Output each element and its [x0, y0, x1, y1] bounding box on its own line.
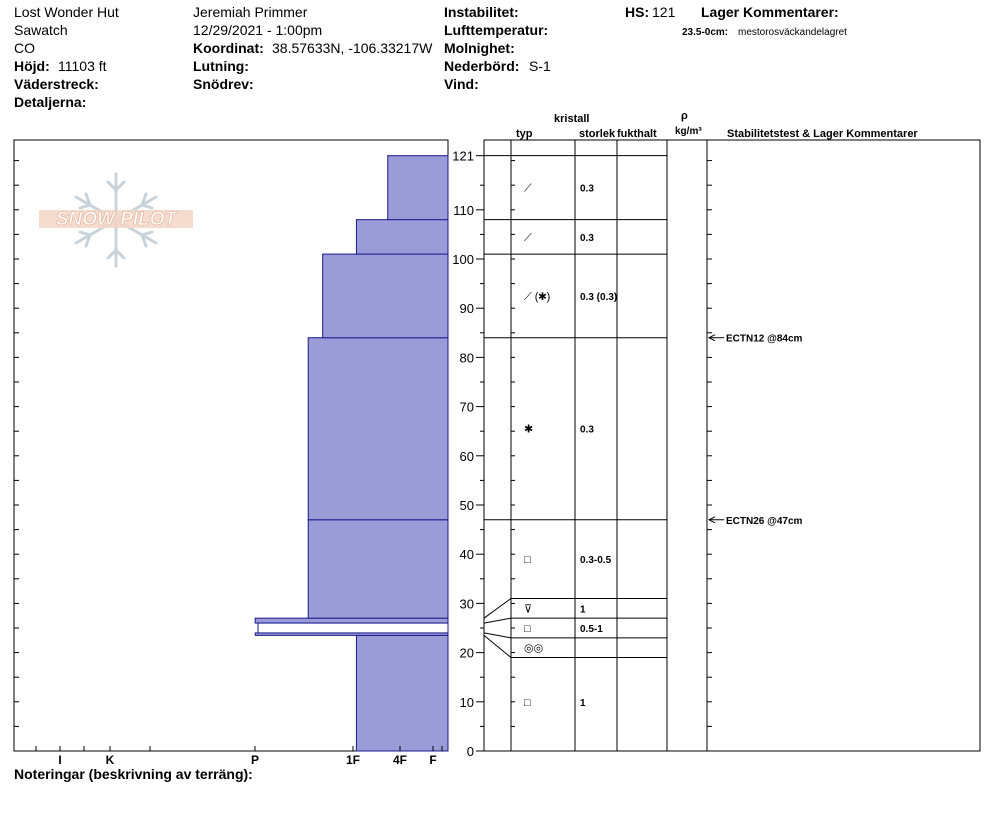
- column-type: typ: [516, 128, 533, 140]
- air-temp-label: Lufttemperatur:: [444, 22, 549, 38]
- elevation-label: Höjd:: [14, 58, 50, 74]
- depth-axis-label: 30: [459, 596, 474, 612]
- layer-table-frame: [484, 140, 980, 751]
- layer-connector-line: [484, 633, 511, 638]
- depth-axis-label: 40: [459, 547, 474, 563]
- hardness-axis-label: F: [429, 753, 437, 767]
- hardness-layer-5: [308, 338, 448, 520]
- depth-axis-label: 60: [459, 448, 474, 464]
- column-rho: ρ: [681, 110, 688, 122]
- grain-type-symbol: ◎◎: [524, 642, 544, 655]
- hardness-layer-6: [323, 254, 448, 338]
- grain-type-symbol: □: [524, 623, 531, 635]
- observation-datetime: 12/29/2021 - 1:00pm: [193, 22, 323, 38]
- logo-text: SNOW PILOT: [55, 209, 177, 230]
- hardness-axis-label: I: [58, 753, 62, 767]
- layer-connector-line: [484, 598, 511, 618]
- grain-size-label: 0.5-1: [580, 624, 603, 635]
- stability-test-label: ECTN12 @84cm: [726, 333, 803, 345]
- wind-label: Vind:: [444, 76, 479, 92]
- coordinate-label: Koordinat:: [193, 40, 264, 56]
- grain-size-label: 0.3 (0.3): [580, 291, 618, 303]
- grain-type-symbol: ✱: [524, 423, 534, 436]
- hardness-layer-0: [356, 635, 448, 751]
- hs-label: HS:: [625, 4, 650, 20]
- grain-size-label: 1: [580, 604, 586, 616]
- hs-value: 121: [652, 4, 676, 20]
- grain-type-symbol: ⟋: [524, 182, 532, 195]
- hardness-layer-7: [356, 220, 448, 254]
- grain-type-symbol: □: [524, 696, 531, 709]
- precip-value: S-1: [529, 58, 551, 74]
- details-label: Detaljerna:: [14, 94, 87, 110]
- depth-axis-label: 90: [459, 301, 474, 317]
- depth-axis-label: 10: [459, 694, 474, 710]
- depth-axis-label: 100: [452, 252, 474, 267]
- grain-size-label: 0.3: [580, 232, 594, 244]
- aspect-label: Väderstreck:: [14, 76, 99, 92]
- grain-type-symbol: ⟋ (✱): [524, 290, 551, 303]
- column-stability: Stabilitetstest & Lager Kommentarer: [727, 128, 918, 140]
- grain-size-label: 0.3: [580, 424, 594, 436]
- stability-test-label: ECTN26 @47cm: [726, 515, 803, 527]
- depth-axis-label: 50: [459, 498, 474, 513]
- elevation-value: 11103 ft: [58, 58, 107, 74]
- layer-connector-line: [484, 635, 511, 657]
- hardness-axis-label: 4F: [392, 753, 408, 767]
- hardness-axis-label: K: [105, 753, 115, 767]
- layer-comment-range: 23.5-0cm:: [682, 27, 729, 38]
- column-moisture: fukthalt: [617, 128, 657, 140]
- grain-type-symbol: ⊽: [524, 603, 533, 616]
- hardness-layer-3: [255, 618, 448, 623]
- depth-axis-label: 121: [452, 148, 474, 164]
- drift-label: Snödrev:: [193, 76, 254, 92]
- cloud-label: Molnighet:: [444, 40, 515, 56]
- layer-connector-line: [484, 618, 511, 623]
- hardness-axis-label: P: [250, 753, 260, 767]
- hardness-axis-label: 1F: [345, 753, 361, 767]
- instability-label: Instabilitet:: [444, 4, 519, 20]
- layer-comments-label: Lager Kommentarer:: [701, 4, 839, 20]
- state-name: CO: [14, 40, 35, 56]
- range-name: Sawatch: [14, 22, 68, 38]
- footer-notes-label: Noteringar (beskrivning av terräng):: [14, 766, 253, 782]
- grain-type-symbol: ⟋: [524, 231, 532, 244]
- grain-size-label: 0.3-0.5: [580, 555, 612, 567]
- layer-comment-text: mestorosväckandelagret: [738, 27, 847, 38]
- depth-axis-label: 110: [453, 202, 474, 218]
- grain-size-label: 0.3: [580, 183, 594, 195]
- hardness-gap-band: [258, 623, 448, 633]
- hardness-layer-4: [308, 520, 448, 618]
- column-crystal: kristall: [554, 113, 590, 125]
- grain-type-symbol: □: [524, 554, 531, 567]
- depth-axis-label: 20: [459, 645, 474, 661]
- column-size: storlek: [579, 128, 616, 140]
- coordinate-value: 38.57633N, -106.33217W: [272, 40, 433, 56]
- column-density-unit: kg/m³: [675, 126, 702, 137]
- depth-axis-label: 0: [466, 744, 474, 759]
- precip-label: Nederbörd:: [444, 58, 520, 74]
- hardness-layer-8: [388, 156, 448, 220]
- location-name: Lost Wonder Hut: [14, 4, 119, 20]
- depth-axis-label: 70: [459, 399, 474, 415]
- depth-axis-label: 80: [459, 350, 474, 366]
- observer-name: Jeremiah Primmer: [193, 4, 308, 20]
- slope-label: Lutning:: [193, 58, 249, 74]
- grain-size-label: 1: [580, 697, 586, 709]
